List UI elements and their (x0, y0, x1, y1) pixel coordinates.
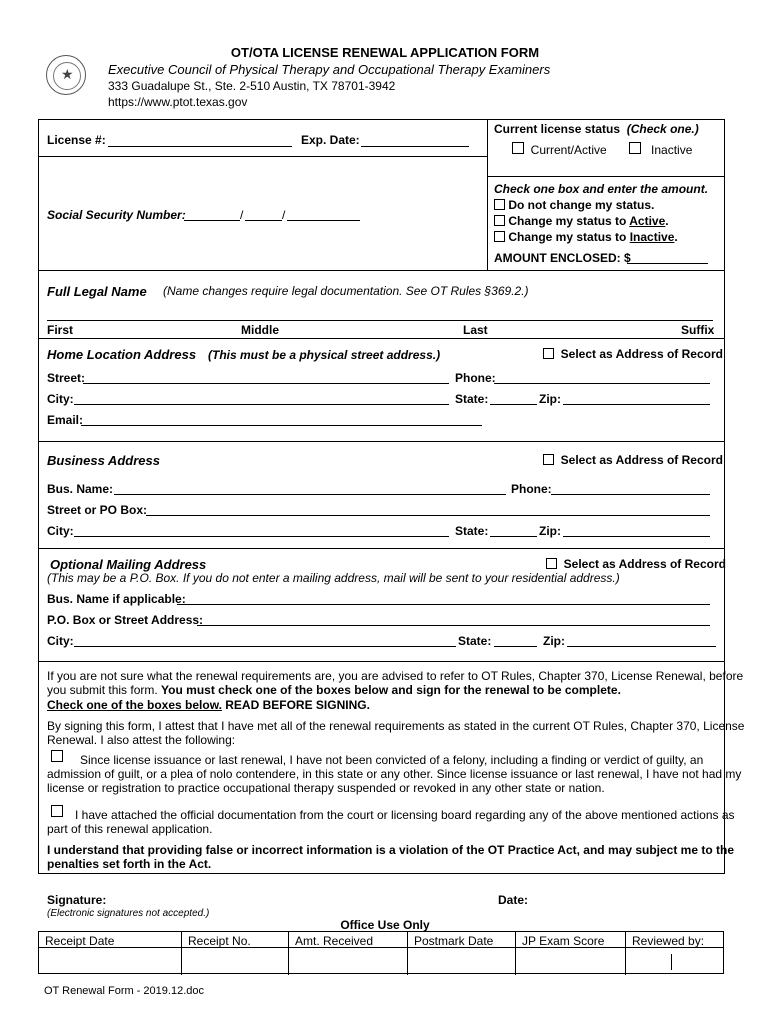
mailing-select-record[interactable]: Select as Address of Record (546, 557, 726, 571)
license-number-label: License #: (47, 133, 106, 147)
checkbox-attached-docs[interactable] (51, 805, 63, 817)
mailing-street-field[interactable] (197, 625, 710, 626)
signature-note: (Electronic signatures not accepted.) (47, 908, 210, 919)
attest-opt2-line2: part of this renewal application. (47, 822, 213, 836)
col-receipt-no: Receipt No. (181, 932, 288, 975)
office-use-heading: Office Use Only (340, 918, 430, 932)
home-zip-label: Zip: (539, 392, 561, 406)
signature-label: Signature: (47, 893, 107, 907)
license-number-field[interactable] (108, 146, 292, 147)
attest-sign-line2: Renewal. I also attest the following: (47, 733, 236, 747)
status-heading: Current license status (Check one.) (494, 122, 699, 136)
mailing-city-label: City: (47, 634, 74, 648)
attest-opt1-line1: Since license issuance or last renewal, I have not been convicted of a felony, including a finding or verdict of guilty, an (80, 753, 704, 767)
home-city-label: City: (47, 392, 74, 406)
form-title: OT/OTA LICENSE RENEWAL APPLICATION FORM (230, 45, 540, 60)
mailing-zip-label: Zip: (543, 634, 565, 648)
mailing-business-name-field[interactable] (177, 604, 710, 605)
business-name-label: Bus. Name: (47, 482, 114, 496)
business-state-field[interactable] (490, 536, 537, 537)
attest-warning-line1: I understand that providing false or incorrect information is a violation of the OT Practice Act, and may subject me to the (47, 843, 735, 857)
attest-warning-line2: penalties set forth in the Act. (47, 857, 212, 871)
last-label: Last (463, 323, 488, 337)
home-address-note: (This must be a physical street address.) (208, 348, 441, 362)
exp-date-field[interactable] (361, 146, 469, 147)
business-state-label: State: (455, 524, 489, 538)
home-state-label: State: (455, 392, 489, 406)
mailing-state-field[interactable] (494, 646, 537, 647)
divider (487, 176, 725, 177)
office-use-row (39, 947, 723, 948)
checkbox-no-change[interactable] (494, 199, 505, 210)
divider (38, 548, 725, 549)
ssn-sep-2: / (282, 208, 286, 222)
agency-url[interactable]: https://www.ptot.texas.gov (108, 95, 248, 109)
office-use-table (38, 931, 724, 974)
full-name-heading: Full Legal Name (47, 284, 147, 299)
col-amt-received: Amt. Received (288, 932, 407, 975)
exp-date-label: Exp. Date: (301, 133, 360, 147)
business-zip-field[interactable] (563, 536, 710, 537)
col-receipt-date: Receipt Date (45, 934, 115, 948)
business-city-field[interactable] (74, 536, 449, 537)
checkbox-mailing-record[interactable] (546, 558, 557, 569)
attest-opt1-line3: license or registration to practice occupational therapy suspended or revoked in any other state or nation. (47, 781, 605, 795)
agency-address: 333 Guadalupe St., Ste. 2-510 Austin, TX 78701-3942 (108, 79, 396, 93)
business-phone-label: Phone: (511, 482, 552, 496)
attest-sign-line1: By signing this form, I attest that I have met all of the renewal requirements as stated in the current OT Rules, Chapter 370, License (47, 719, 745, 733)
ssn-field-2[interactable] (245, 220, 282, 221)
home-street-label: Street: (47, 371, 86, 385)
status-inactive-option[interactable]: Inactive (629, 142, 692, 157)
option-change-active[interactable]: Change my status to Active. (494, 214, 669, 228)
attest-intro-line2: you submit this form. You must check one of the boxes below and sign for the renewal to be complete. (47, 683, 621, 697)
divider (38, 661, 725, 662)
home-email-field[interactable] (81, 425, 482, 426)
home-email-label: Email: (47, 413, 84, 427)
option-change-inactive[interactable]: Change my status to Inactive. (494, 230, 678, 244)
divider (38, 156, 487, 157)
home-select-record[interactable]: Select as Address of Record (543, 347, 723, 361)
amount-field[interactable] (627, 263, 708, 264)
business-address-heading: Business Address (47, 453, 160, 468)
amount-label: AMOUNT ENCLOSED: $ (494, 251, 631, 265)
checkbox-no-conviction[interactable] (51, 750, 63, 762)
divider (38, 338, 725, 339)
business-street-field[interactable] (146, 515, 710, 516)
status-active-option[interactable]: Current/Active (512, 142, 607, 157)
home-street-field[interactable] (83, 383, 449, 384)
texas-seal-icon (46, 55, 86, 95)
ssn-label: Social Security Number: (47, 208, 186, 222)
business-street-label: Street or PO Box: (47, 503, 148, 517)
checkbox-home-record[interactable] (543, 348, 554, 359)
attest-intro-line3: Check one of the boxes below. READ BEFORE SIGNING. (47, 698, 370, 712)
ssn-field-3[interactable] (287, 220, 360, 221)
ssn-sep-1: / (240, 208, 244, 222)
home-address-heading: Home Location Address (47, 347, 197, 362)
middle-label: Middle (241, 323, 279, 337)
checkbox-change-active[interactable] (494, 215, 505, 226)
home-city-field[interactable] (74, 404, 449, 405)
full-name-note: (Name changes require legal documentation. See OT Rules §369.2.) (163, 284, 529, 298)
mailing-business-name-label: Bus. Name if applicable: (47, 592, 186, 606)
date-label: Date: (498, 893, 529, 907)
col-postmark-date: Postmark Date (407, 932, 515, 975)
checkbox-inactive[interactable] (629, 142, 641, 154)
home-zip-field[interactable] (563, 404, 710, 405)
checkbox-change-inactive[interactable] (494, 231, 505, 242)
home-state-field[interactable] (490, 404, 537, 405)
attest-intro-line1: If you are not sure what the renewal requirements are, you are advised to refer to OT Rules, Chapter 370, License Renewal, before (47, 669, 744, 683)
business-zip-label: Zip: (539, 524, 561, 538)
business-phone-field[interactable] (551, 494, 710, 495)
home-phone-field[interactable] (494, 383, 710, 384)
divider (38, 441, 725, 442)
col-jp-exam-score: JP Exam Score (515, 932, 625, 975)
mailing-city-field[interactable] (74, 646, 456, 647)
footer-docname: OT Renewal Form - 2019.12.doc (44, 985, 204, 997)
mailing-street-label: P.O. Box or Street Address: (47, 613, 204, 627)
text-cursor (671, 954, 672, 970)
full-name-field[interactable] (47, 320, 713, 321)
business-city-label: City: (47, 524, 74, 538)
home-phone-label: Phone: (455, 371, 496, 385)
attest-opt2-line1: I have attached the official documentation from the court or licensing board regarding any of the above mentioned actions as (75, 808, 735, 822)
suffix-label: Suffix (681, 323, 715, 337)
business-select-record[interactable]: Select as Address of Record (543, 453, 723, 467)
star-icon: ★ (61, 66, 74, 82)
attest-opt1-line2: admission of guilt, or a plea of nolo contendere, in this state or any other. Since license issuance or last renewal, I have not had my (47, 767, 742, 781)
checkbox-business-record[interactable] (543, 454, 554, 465)
mailing-address-heading: Optional Mailing Address (50, 557, 207, 572)
business-name-field[interactable] (114, 494, 506, 495)
mailing-zip-field[interactable] (567, 646, 716, 647)
option-no-change[interactable]: Do not change my status. (494, 198, 654, 212)
divider (38, 270, 725, 271)
mailing-state-label: State: (458, 634, 492, 648)
first-label: First (47, 323, 74, 337)
checkbox-active[interactable] (512, 142, 524, 154)
mailing-note: (This may be a P.O. Box. If you do not enter a mailing address, mail will be sent to your residential address.) (47, 571, 620, 585)
agency-name: Executive Council of Physical Therapy and Occupational Therapy Examiners (108, 62, 551, 77)
ssn-field-1[interactable] (184, 220, 240, 221)
col-reviewed-by: Reviewed by: (625, 932, 725, 975)
check-amount-heading: Check one box and enter the amount. (494, 182, 709, 196)
divider (487, 119, 488, 270)
